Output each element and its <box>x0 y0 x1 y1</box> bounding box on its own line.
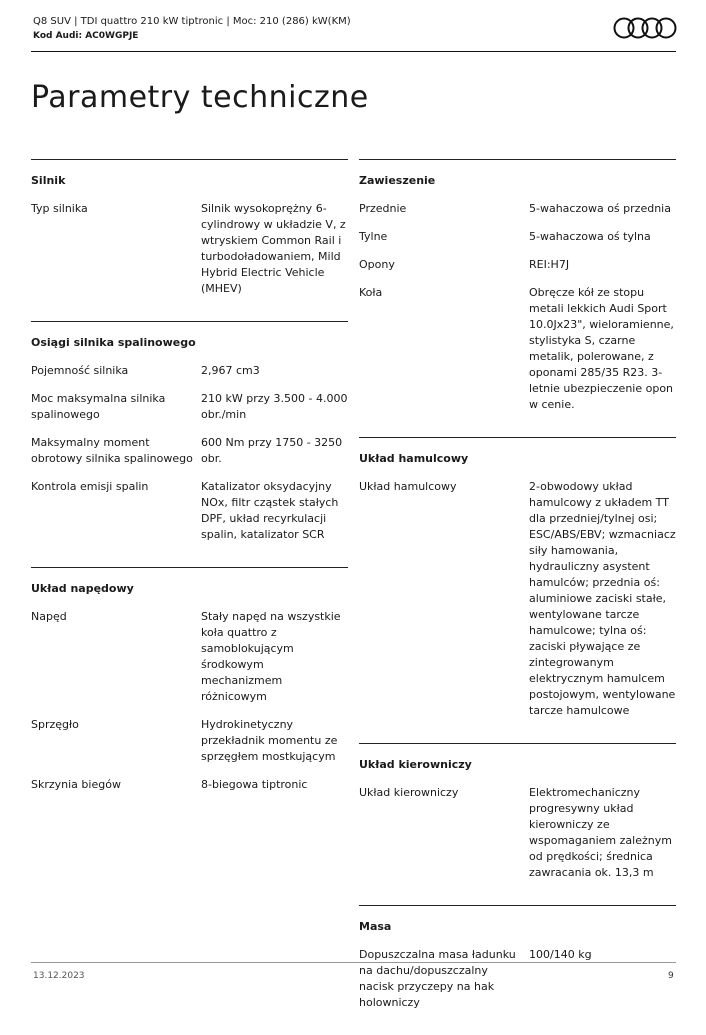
footer-date: 13.12.2023 <box>33 971 85 981</box>
spec-label: Dopuszczalna masa ładunku na dachu/dopuszczalny nacisk przyczepy na hak holowniczy <box>359 948 516 1009</box>
spec-label: Moc maksymalna silnika spalinowego <box>31 392 166 421</box>
spec-row <box>31 435 348 467</box>
spec-value: 8-biegowa tiptronic <box>201 778 308 791</box>
spec-label: Maksymalny moment obrotowy silnika spalinowego <box>31 436 193 465</box>
right-column <box>359 159 676 1035</box>
section-title: Układ hamulcowy <box>359 452 469 465</box>
spec-row <box>31 777 348 793</box>
spec-row <box>359 257 676 273</box>
spec-label: Sprzęgło <box>31 718 79 731</box>
section-title: Zawieszenie <box>359 174 436 187</box>
spec-value: Hydrokinetyczny przekładnik momentu ze sprzęgłem mostkującym <box>201 718 338 763</box>
spec-section <box>359 437 676 743</box>
vehicle-summary: Q8 SUV | TDI quattro 210 kW tiptronic | Moc: 210 (286) kW(KM) <box>33 16 351 27</box>
spec-row <box>359 201 676 217</box>
spec-label: Układ hamulcowy <box>359 480 457 493</box>
spec-label: Kontrola emisji spalin <box>31 480 149 493</box>
left-column <box>31 159 348 817</box>
footer-divider <box>31 962 676 963</box>
spec-label: Układ kierowniczy <box>359 786 459 799</box>
spec-row <box>359 947 676 1011</box>
audi-rings-logo <box>613 16 677 40</box>
spec-row <box>359 285 676 413</box>
spec-label: Skrzynia biegów <box>31 778 121 791</box>
spec-value: Stały napęd na wszystkie koła quattro z samoblokującym środkowym mechanizmem różnicowym <box>201 610 341 703</box>
page-title: Parametry techniczne <box>31 80 369 115</box>
spec-value: REI:H7J <box>529 258 570 271</box>
spec-row <box>31 609 348 705</box>
spec-value: 5-wahaczowa oś przednia <box>529 202 671 215</box>
spec-label: Napęd <box>31 610 67 623</box>
spec-row <box>359 785 676 881</box>
spec-value: 2-obwodowy układ hamulcowy z układem TT dla przedniej/tylnej osi; ESC/ABS/EBV; wzmacniacz siły hamowania, hydrauliczny asystent hamulców; przednia oś: aluminiowe zaciski stałe, wentylowane tarcze hamulcowe; tylna oś: zaciski pływające ze zintegrowanym elektrycznym hamulcem postojowym, wentylowane tarcze hamulcowe <box>529 480 676 717</box>
section-title: Układ napędowy <box>31 582 134 595</box>
spec-label: Pojemność silnika <box>31 364 129 377</box>
section-title: Silnik <box>31 174 66 187</box>
spec-label: Przednie <box>359 202 407 215</box>
section-title: Układ kierowniczy <box>359 758 472 771</box>
spec-value: 600 Nm przy 1750 - 3250 obr. <box>201 436 343 465</box>
spec-label: Tylne <box>359 230 388 243</box>
spec-value: Obręcze kół ze stopu metali lekkich Audi Sport 10.0Jx23", wieloramienne, stylistyka S, czarne metalik, polerowane, z oponami 285/35 R23. 3-letnie ubezpieczenie opon w cenie. <box>529 286 674 411</box>
spec-value: 5-wahaczowa oś tylna <box>529 230 651 243</box>
spec-value: Katalizator oksydacyjny NOx, filtr cząstek stałych DPF, układ recyrkulacji spalin, katalizator SCR <box>201 480 339 541</box>
spec-section <box>359 905 676 1035</box>
audi-code: Kod Audi: AC0WGPJE <box>33 31 139 41</box>
section-title: Osiągi silnika spalinowego <box>31 336 196 349</box>
spec-section <box>31 321 348 567</box>
section-title: Masa <box>359 920 392 933</box>
spec-section <box>359 743 676 905</box>
spec-section <box>31 159 348 321</box>
spec-row <box>31 717 348 765</box>
page-number: 9 <box>668 971 674 981</box>
spec-row <box>31 201 348 297</box>
spec-value: 210 kW przy 3.500 - 4.000 obr./min <box>201 392 348 421</box>
spec-value: 100/140 kg <box>529 948 592 961</box>
spec-label: Opony <box>359 258 395 271</box>
spec-label: Typ silnika <box>31 202 88 215</box>
header-divider <box>31 51 676 52</box>
spec-section <box>31 567 348 817</box>
spec-value: Elektromechaniczny progresywny układ kierowniczy ze wspomaganiem zależnym od prędkości; średnica zawracania ok. 13,3 m <box>529 786 672 879</box>
spec-section <box>359 159 676 437</box>
spec-value: Silnik wysokoprężny 6-cylindrowy w układzie V, z wtryskiem Common Rail i turbodoładowaniem, Mild Hybrid Electric Vehicle (MHEV) <box>201 202 346 295</box>
spec-row <box>31 479 348 543</box>
spec-row <box>31 391 348 423</box>
spec-row <box>359 479 676 719</box>
spec-label: Koła <box>359 286 383 299</box>
spec-row <box>31 363 348 379</box>
spec-row <box>359 229 676 245</box>
spec-value: 2,967 cm3 <box>201 364 260 377</box>
